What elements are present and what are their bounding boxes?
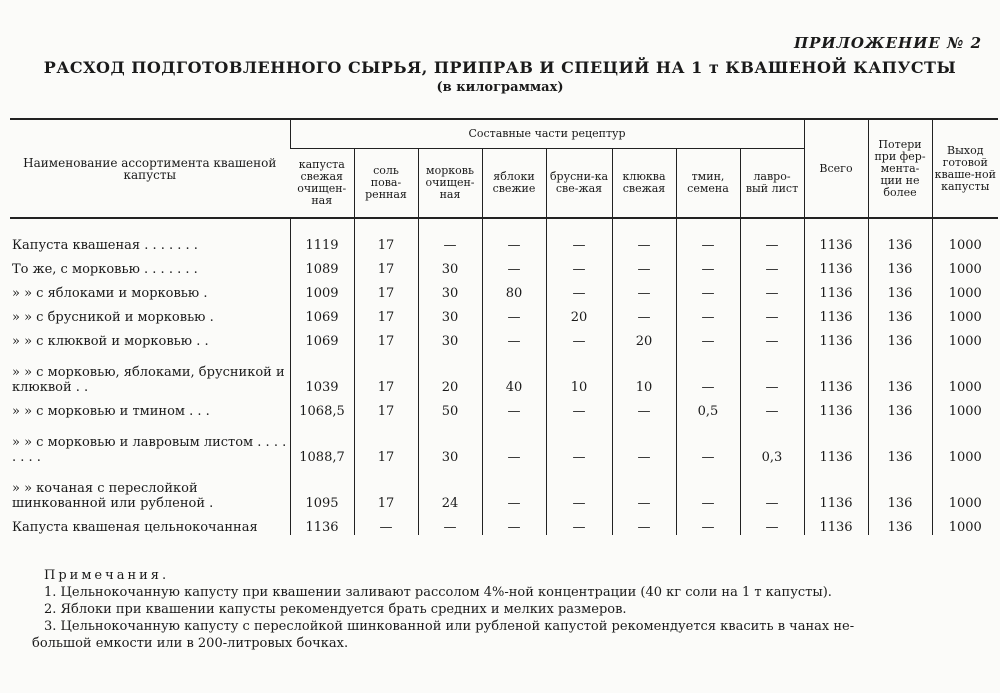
row-cell: — [740, 349, 804, 395]
table-row [10, 511, 998, 535]
table-row [10, 465, 998, 511]
row-cell: 1089 [290, 253, 354, 277]
row-cell: 1136 [804, 301, 868, 325]
row-cell: 136 [868, 349, 932, 395]
row-cell: — [482, 465, 546, 511]
note-item: 3. Цельнокочанную капусту с переслойкой шинкованной или рубленой капустой рекомендуется квасить в чанах не- [44, 619, 855, 634]
row-cell: — [740, 218, 804, 253]
row-cell: — [482, 419, 546, 465]
header-component: брусни-ка све-жая [546, 149, 612, 219]
row-cell: 1088,7 [290, 419, 354, 465]
header-component: лавро-вый лист [740, 149, 804, 219]
row-cell: — [546, 218, 612, 253]
row-cell: 1095 [290, 465, 354, 511]
table-row [10, 218, 998, 253]
row-cell: — [612, 419, 676, 465]
row-cell: 17 [354, 349, 418, 395]
row-cell: 20 [546, 301, 612, 325]
row-cell: 1136 [804, 277, 868, 301]
note-item: 2. Яблоки при квашении капусты рекомендуется брать средних и мелких размеров. [44, 602, 627, 617]
row-cell: 10 [546, 349, 612, 395]
row-cell: 1136 [804, 325, 868, 349]
header-component: капуста свежая очищен-ная [297, 158, 347, 207]
row-cell: — [418, 511, 482, 535]
row-cell: 1000 [932, 511, 998, 535]
notes-heading: Примечания. [44, 568, 170, 583]
row-cell: 1000 [932, 349, 998, 395]
row-cell: 136 [868, 511, 932, 535]
table-row [10, 277, 998, 301]
row-cell: — [740, 511, 804, 535]
page-subtitle: (в килограммах) [436, 80, 564, 95]
row-cell: 1000 [932, 253, 998, 277]
row-cell: — [676, 465, 740, 511]
row-cell: — [740, 277, 804, 301]
row-cell: — [482, 253, 546, 277]
row-cell: 17 [354, 253, 418, 277]
notes [32, 567, 982, 652]
row-name: » » с яблоками и морковью . [12, 286, 208, 301]
row-cell: 24 [418, 465, 482, 511]
row-cell: — [546, 511, 612, 535]
row-cell: 1009 [290, 277, 354, 301]
row-cell: 1119 [290, 218, 354, 253]
note-item: 1. Цельнокочанную капусту при квашении заливают рассолом 4%-ной концентрации (40 кг соли на 1 т капусты). [44, 585, 832, 600]
row-cell: 1136 [804, 511, 868, 535]
header-component: тмин, семена [676, 149, 740, 219]
row-cell: 17 [354, 465, 418, 511]
appendix-label: ПРИЛОЖЕНИЕ № 2 [793, 34, 982, 52]
header-yield: Выход готовой кваше-ной капусты [932, 119, 998, 218]
row-cell: — [612, 218, 676, 253]
row-cell: 136 [868, 218, 932, 253]
row-cell: — [676, 511, 740, 535]
row-cell: — [676, 325, 740, 349]
row-cell: 20 [418, 349, 482, 395]
row-cell: 30 [418, 419, 482, 465]
row-cell: — [676, 349, 740, 395]
row-cell: 1039 [290, 349, 354, 395]
row-cell: 17 [354, 325, 418, 349]
row-name: » » с морковью, яблоками, брусникой и клюквой . . [12, 365, 285, 395]
row-cell: 1000 [932, 465, 998, 511]
row-cell: 1000 [932, 218, 998, 253]
header-group: Составные части рецептур [290, 119, 804, 149]
table-row [10, 301, 998, 325]
table-row [10, 253, 998, 277]
row-cell: 50 [418, 395, 482, 419]
row-cell: — [482, 325, 546, 349]
header-component: соль пова-ренная [354, 149, 418, 219]
row-cell: 1068,5 [290, 395, 354, 419]
row-cell: 17 [354, 419, 418, 465]
row-name: Капуста квашеная . . . . . . . [12, 238, 198, 253]
row-cell: — [546, 325, 612, 349]
row-name: » » с морковью и тмином . . . [12, 404, 210, 419]
row-cell: — [676, 277, 740, 301]
row-cell: 1000 [932, 419, 998, 465]
row-cell: — [612, 395, 676, 419]
row-cell: — [740, 325, 804, 349]
page-title: РАСХОД ПОДГОТОВЛЕННОГО СЫРЬЯ, ПРИПРАВ И СПЕЦИЙ НА 1 т КВАШЕНОЙ КАПУСТЫ [43, 58, 957, 77]
row-name: » » кочаная с переслойкой шинкованной или рубленой . [12, 481, 214, 511]
row-cell: — [546, 419, 612, 465]
row-cell: — [546, 277, 612, 301]
row-cell: 1136 [804, 253, 868, 277]
row-cell: — [482, 511, 546, 535]
row-cell: — [676, 218, 740, 253]
row-cell: — [740, 395, 804, 419]
row-cell: 1000 [932, 395, 998, 419]
header-total: Всего [804, 119, 868, 218]
table-body [10, 218, 998, 535]
row-cell: 1136 [804, 395, 868, 419]
row-cell: 1000 [932, 277, 998, 301]
header-component: яблоки свежие [482, 149, 546, 219]
row-cell: 1136 [290, 511, 354, 535]
row-cell: — [740, 253, 804, 277]
table-row [10, 419, 998, 465]
row-cell: — [354, 511, 418, 535]
row-cell: 1000 [932, 301, 998, 325]
row-cell: — [676, 419, 740, 465]
row-cell: 1069 [290, 325, 354, 349]
row-cell: — [612, 277, 676, 301]
row-cell: 1136 [804, 419, 868, 465]
row-cell: 1000 [932, 325, 998, 349]
row-name: » » с брусникой и морковью . [12, 310, 214, 325]
row-cell: — [676, 301, 740, 325]
row-cell: — [740, 301, 804, 325]
row-cell: — [612, 301, 676, 325]
row-cell: 10 [612, 349, 676, 395]
row-cell: 20 [612, 325, 676, 349]
row-cell: 1136 [804, 349, 868, 395]
row-cell: 17 [354, 218, 418, 253]
row-cell: 136 [868, 253, 932, 277]
row-cell: 30 [418, 325, 482, 349]
row-cell: 0,3 [740, 419, 804, 465]
header-component: морковь очищен-ная [418, 149, 482, 219]
header-loss: Потери при фер-мента-ции не более [868, 119, 932, 218]
row-cell: 136 [868, 465, 932, 511]
row-cell: 17 [354, 277, 418, 301]
row-cell: 1136 [804, 465, 868, 511]
table-row [10, 395, 998, 419]
row-cell: — [612, 465, 676, 511]
row-cell: — [676, 253, 740, 277]
row-cell: 136 [868, 325, 932, 349]
row-name: » » с клюквой и морковью . . [12, 334, 209, 349]
row-cell: — [482, 301, 546, 325]
row-name: » » с морковью и лавровым листом . . . . . . . . [12, 435, 287, 465]
row-name: То же, с морковью . . . . . . . [12, 262, 198, 277]
row-cell: — [482, 395, 546, 419]
row-cell: 30 [418, 277, 482, 301]
row-cell: 136 [868, 419, 932, 465]
row-cell: — [612, 511, 676, 535]
row-cell: 136 [868, 301, 932, 325]
row-cell: — [740, 465, 804, 511]
header-component: клюква свежая [612, 149, 676, 219]
row-cell: 17 [354, 395, 418, 419]
row-cell: 1069 [290, 301, 354, 325]
row-cell: 0,5 [676, 395, 740, 419]
row-cell: — [546, 253, 612, 277]
row-cell: 136 [868, 395, 932, 419]
row-cell: — [418, 218, 482, 253]
row-cell: 40 [482, 349, 546, 395]
note-item: большой емкости или в 200-литровых бочках. [32, 636, 349, 651]
row-cell: 136 [868, 277, 932, 301]
recipe-table [10, 118, 998, 535]
row-cell: 30 [418, 301, 482, 325]
row-cell: 17 [354, 301, 418, 325]
table-row [10, 349, 998, 395]
row-cell: 80 [482, 277, 546, 301]
row-cell: — [546, 395, 612, 419]
header-name: Наименование ассортимента квашеной капусты [10, 119, 290, 218]
row-cell: 30 [418, 253, 482, 277]
row-cell: — [482, 218, 546, 253]
table-row [10, 325, 998, 349]
row-cell: 1136 [804, 218, 868, 253]
row-cell: — [546, 465, 612, 511]
row-name: Капуста квашеная цельнокочанная [12, 520, 258, 535]
row-cell: — [612, 253, 676, 277]
